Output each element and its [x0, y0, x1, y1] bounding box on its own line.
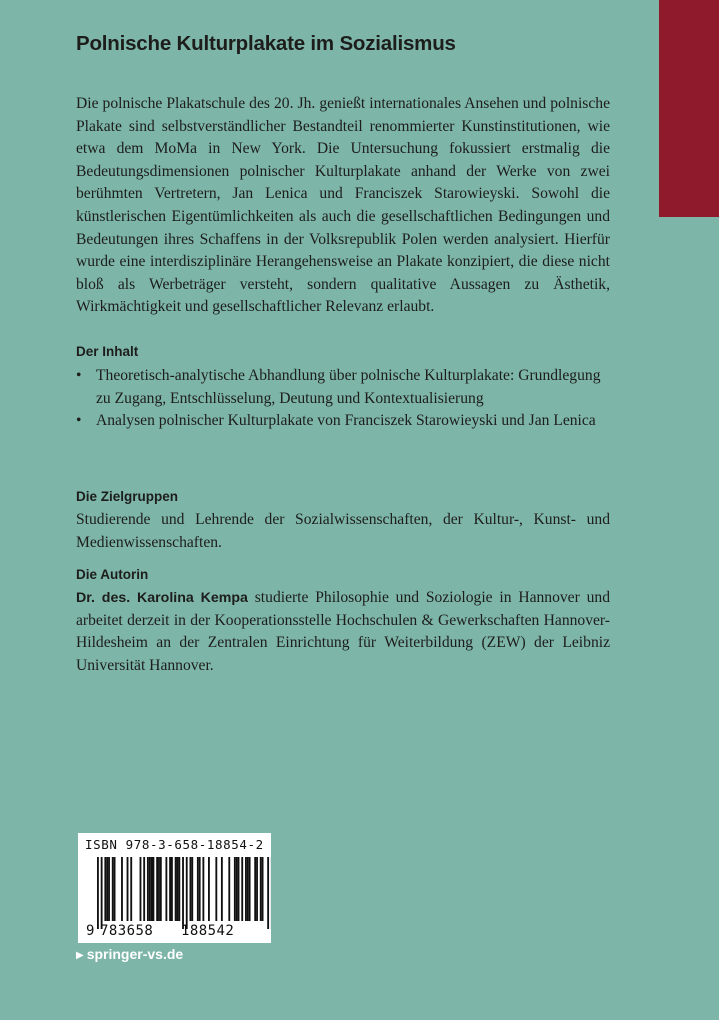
accent-color-tab [659, 0, 719, 217]
barcode-bar [215, 857, 217, 921]
barcode-bar [130, 857, 132, 921]
barcode-bar [158, 857, 160, 921]
barcode-bar [97, 857, 99, 929]
audience-heading: Die Zielgruppen [76, 489, 179, 504]
barcode-bar [197, 857, 199, 921]
barcode-bar [254, 857, 256, 921]
contents-list [76, 365, 616, 433]
list-item-text: Analysen polnischer Kulturplakate von Franciszek Starowieyski und Jan Lenica [96, 412, 596, 430]
list-item [76, 410, 616, 433]
barcode-bar [143, 857, 145, 921]
barcode-bar [114, 857, 116, 921]
barcode-bar [267, 857, 269, 929]
isbn-label: ISBN 978-3-658-18854-2 [85, 837, 264, 852]
barcode-bar [199, 857, 201, 921]
barcode-bar [151, 857, 153, 921]
barcode-bar [101, 857, 103, 929]
list-item-text: Theoretisch-analytische Abhandlung über polnische Kulturplakate: Grundlegung zu Zugang, Entschlüsselung, Deutung und Kontextualisierung [96, 367, 601, 407]
barcode-bar [236, 857, 238, 921]
barcode-bar [104, 857, 106, 921]
barcode-bar [153, 857, 155, 921]
barcode-bar [156, 857, 158, 921]
barcode-bar [245, 857, 247, 921]
author-heading: Die Autorin [76, 567, 149, 582]
author-bio [76, 587, 610, 677]
bullet-icon: • [76, 367, 82, 384]
barcode-bar [165, 857, 167, 921]
barcode-bar [106, 857, 108, 921]
barcode-bar [171, 857, 173, 921]
author-name: Dr. des. Karolina Kempa [76, 590, 248, 606]
ean-right-digits: 188542 [181, 923, 235, 939]
barcode-bar [249, 857, 251, 921]
barcode-bar [149, 857, 151, 921]
bullet-icon: • [76, 412, 82, 430]
barcode-bar [228, 857, 230, 921]
barcode-bar [127, 857, 129, 921]
audience-text: Studierende und Lehrende der Sozialwissenschaften, der Kultur-, Kunst- und Medienwissenschaften. [76, 511, 610, 551]
barcode-bar [238, 857, 240, 921]
barcode-bar [169, 857, 171, 921]
book-description: Die polnische Plakatschule des 20. Jh. genießt internationales Ansehen und polnische Plakate sind selbstverständlicher Bestandteil renommierter Kunstinstitutionen, wie etwa dem MoMa in New York. Die Untersuchung fokussiert erstmalig die Bedeutungsdimensionen polnischer Kulturplakate anhand der Werke von zwei berühmten Vertretern, Jan Lenica und Franciszek Starowieyski. Sowohl die künstlerischen Eigentümlichkeiten als auch die gesellschaftlichen Bedingungen und Bedeutungen ihres Schaffens in der Volksrepublik Polen werden analysiert. Hierfür wurde eine interdisziplinäre Herangehensweise an Plakate konzipiert, die diese nicht bloß als Werbeträger versteht, sondern qualitative Aussagen zu Ästhetik, Wirkmächtigkeit und gesellschaftlicher Relevanz erlaubt. [76, 95, 610, 316]
barcode-bar [177, 857, 179, 921]
barcode-bar [140, 857, 142, 921]
barcode-bar [202, 857, 204, 921]
barcode-bar [112, 857, 114, 921]
contents-heading: Der Inhalt [76, 344, 139, 359]
barcode-bar [186, 857, 188, 929]
barcode-bar [175, 857, 177, 921]
barcode-bar [247, 857, 249, 921]
author-bio-text: studierte Philosophie und Soziologie in Hannover und arbeitet derzeit in der Kooperationsstelle Hochschulen & Gewerkschaften Hannover-Hildesheim an der Zentralen Einrichtung für Weiterbildung (ZEW) der Leibniz Universität Hannover. [76, 589, 610, 674]
barcode-bar [221, 857, 223, 921]
ean-left-digits: 783658 [100, 923, 154, 939]
barcode-bar [108, 857, 110, 921]
publisher-url: springer-vs.de [86, 946, 184, 962]
barcode-bar [182, 857, 184, 929]
barcode-bar [262, 857, 264, 921]
barcode-bar [234, 857, 236, 921]
book-title: Polnische Kulturplakate im Sozialismus [76, 32, 456, 55]
arrow-icon: ▶ [76, 950, 84, 961]
barcode-bar [160, 857, 162, 921]
isbn-barcode [78, 833, 271, 943]
barcode-bar [208, 857, 210, 921]
barcode-bar [147, 857, 149, 921]
barcode-bar [190, 857, 192, 921]
barcode-bar [178, 857, 180, 921]
barcode-bar [260, 857, 262, 921]
barcode-bar [121, 857, 123, 921]
publisher-link[interactable] [76, 945, 183, 966]
barcode-bar [241, 857, 243, 921]
list-item [76, 365, 616, 410]
ean-first-digit: 9 [86, 923, 95, 939]
barcode-bar [256, 857, 258, 921]
barcode-bar [191, 857, 193, 921]
